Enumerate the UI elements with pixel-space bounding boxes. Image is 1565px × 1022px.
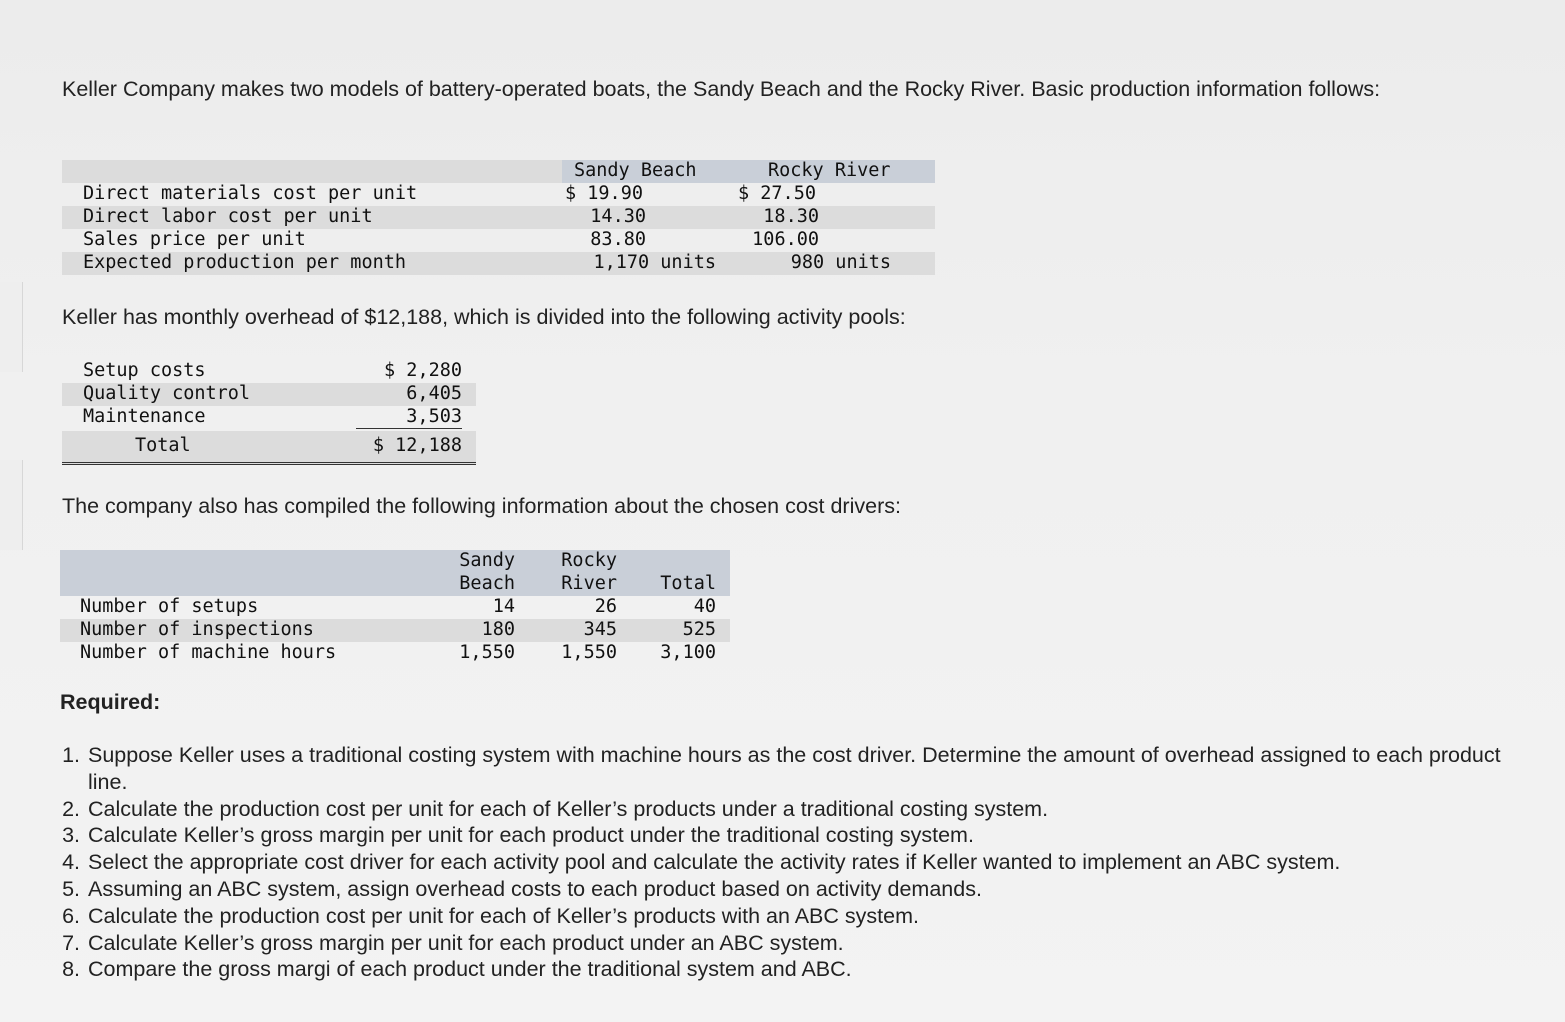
list-item: 7. Calculate Keller’s gross margin per unit for each product under an ABC system.	[86, 930, 1526, 957]
list-item: 4. Select the appropriate cost driver for each activity pool and calculate the activity rates if Keller wanted to implement an ABC system.	[86, 849, 1526, 876]
drivers-header-row	[60, 550, 730, 596]
header-sandy-line2: Beach	[459, 573, 515, 594]
list-item: 1. Suppose Keller uses a traditional costing system with machine hours as the cost driver. Determine the amount of overhead assigned to each product line.	[86, 742, 1526, 796]
header-rocky-river: Rocky River	[768, 160, 891, 181]
rocky-value: 345	[583, 619, 617, 640]
table-row	[60, 642, 730, 665]
list-item: 8. Compare the gross margi of each product under the traditional system and ABC.	[86, 956, 1526, 983]
rocky-value: 1,550	[561, 642, 617, 663]
production-header-row	[562, 160, 935, 183]
intro-paragraph: Keller Company makes two models of battery-operated boats, the Sandy Beach and the Rocky River. Basic production information follows:	[62, 77, 1381, 101]
row-value: $ 2,280	[384, 360, 462, 381]
row-label: Expected production per month	[83, 252, 407, 273]
table-row	[62, 383, 476, 406]
cost-drivers-table	[60, 550, 730, 666]
rocky-value: 18.30	[763, 206, 819, 227]
total-value: 525	[682, 619, 716, 640]
required-heading: Required:	[60, 690, 161, 714]
table-row	[62, 206, 935, 229]
header-rocky-line2: River	[561, 573, 617, 594]
overhead-table	[62, 360, 476, 466]
row-label: Number of setups	[80, 596, 259, 617]
sandy-value: 14.30	[590, 206, 646, 227]
header-total: Total	[660, 573, 716, 594]
header-rocky-line1: Rocky	[561, 550, 617, 571]
rocky-value: 980 units	[790, 252, 891, 273]
sandy-value: 83.80	[590, 229, 646, 250]
row-label: Sales price per unit	[83, 229, 306, 250]
list-item: 3. Calculate Keller’s gross margin per unit for each product under the traditional costing system.	[86, 822, 1526, 849]
sandy-value: 1,170 units	[593, 252, 716, 273]
sandy-value: 1,550	[459, 642, 515, 663]
rocky-value: 26	[594, 596, 617, 617]
page-edge-mark	[0, 282, 23, 372]
sandy-value: 14	[492, 596, 515, 617]
rocky-value: 106.00	[752, 229, 819, 250]
table-row	[62, 406, 476, 429]
rocky-value: $ 27.50	[738, 183, 816, 204]
drivers-paragraph: The company also has compiled the following information about the chosen cost drivers:	[62, 494, 901, 518]
list-item: 6. Calculate the production cost per unit for each of Keller’s products with an ABC system.	[86, 903, 1526, 930]
row-label: Direct labor cost per unit	[83, 206, 373, 227]
required-list	[56, 742, 1526, 983]
row-label: Direct materials cost per unit	[83, 183, 418, 204]
sandy-value: 180	[481, 619, 515, 640]
table-row	[62, 183, 935, 206]
total-value: $ 12,188	[372, 435, 462, 456]
table-row	[62, 229, 935, 252]
page-edge-mark	[0, 460, 23, 550]
row-label: Quality control	[83, 383, 251, 404]
header-sandy-beach: Sandy Beach	[574, 160, 697, 181]
production-table	[62, 160, 935, 276]
row-value: 6,405	[406, 383, 462, 404]
header-sandy-line1: Sandy	[459, 550, 515, 571]
row-label: Maintenance	[83, 406, 206, 427]
row-label: Number of machine hours	[80, 642, 337, 663]
table-row	[62, 360, 476, 383]
overhead-paragraph: Keller has monthly overhead of $12,188, which is divided into the following activity pools:	[62, 305, 906, 329]
list-item: 5. Assuming an ABC system, assign overhead costs to each product based on activity demands.	[86, 876, 1526, 903]
production-header-spacer	[62, 160, 562, 183]
row-label: Setup costs	[83, 360, 206, 381]
sandy-value: $ 19.90	[565, 183, 643, 204]
list-item: 2. Calculate the production cost per unit for each of Keller’s products under a traditional costing system.	[86, 796, 1526, 823]
total-row	[62, 431, 476, 465]
row-label: Number of inspections	[80, 619, 314, 640]
table-row	[62, 252, 935, 275]
row-value: 3,503	[356, 406, 462, 429]
total-value: 40	[693, 596, 716, 617]
total-value: 3,100	[660, 642, 716, 663]
table-row	[60, 619, 730, 642]
table-row	[60, 596, 730, 619]
total-label: Total	[135, 435, 191, 456]
